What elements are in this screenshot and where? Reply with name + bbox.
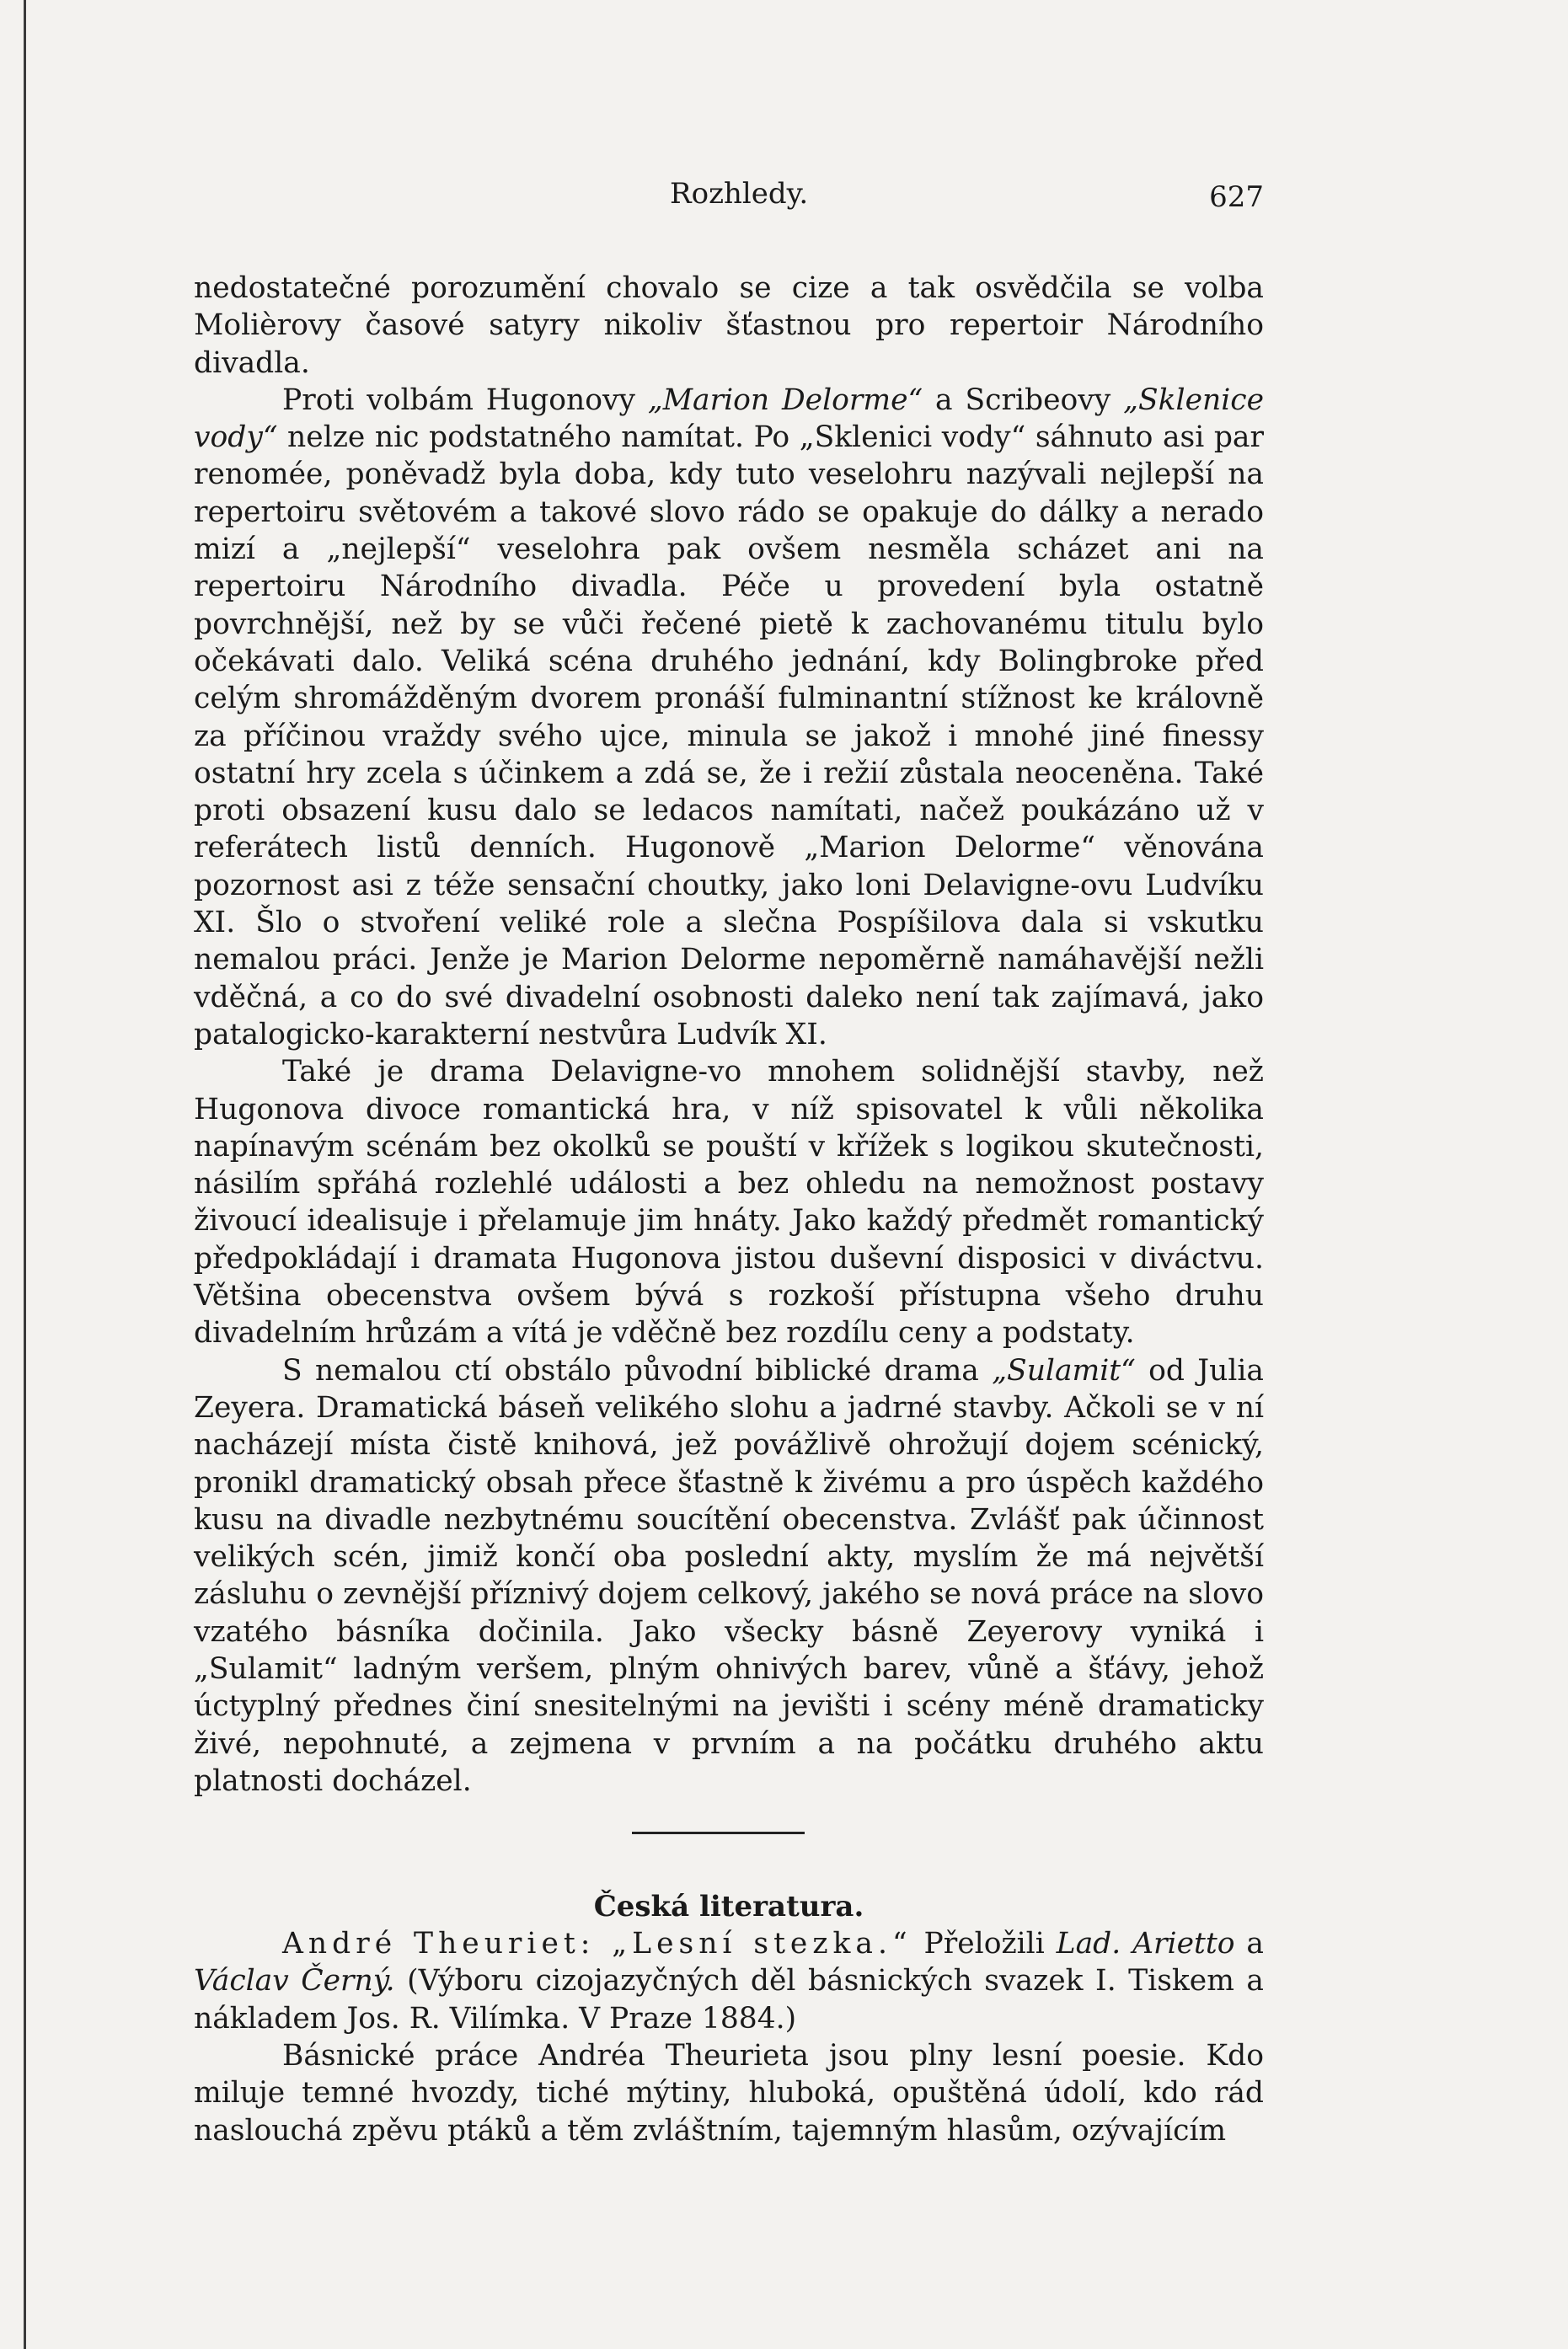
page-number: 627: [1209, 180, 1264, 214]
book-details: (Výboru cizojazyčných děl básnických svazek I. Tiskem a nákladem Jos. R. Vilímka. V Praze 1884.): [194, 1964, 1264, 2036]
translator-1: Lad. Arietto: [1056, 1927, 1235, 1961]
book-translated-label: Přeložili: [912, 1927, 1057, 1961]
running-head-title: Rozhledy.: [670, 177, 809, 211]
paragraph-4: [194, 1352, 1264, 1801]
book-author: André Theuriet:: [282, 1927, 596, 1961]
title-marion-delorme: „Marion Delorme“: [647, 383, 923, 417]
book-title: „Lesní stezka.“: [595, 1927, 912, 1961]
title-sklenice-vody: „Sklenice vody“: [194, 383, 1264, 455]
paragraph-2: [194, 382, 1264, 1053]
page: [194, 177, 1264, 2149]
article-body: [194, 270, 1264, 2149]
title-sulamit: „Sulamit“: [992, 1353, 1136, 1388]
translator-2: Václav Černý.: [194, 1964, 395, 1999]
paragraph-1: nedostatečné porozumění chovalo se cize a tak osvědčila se volba Molièrovy časové satyry nikoliv šťastnou pro repertoir Národního divadla.: [194, 271, 1264, 380]
paragraph-2-rest: nelze nic podstatného namítat. Po „Sklenici vody“ sáhnuto asi par renomée, poněvadž byla doba, kdy tuto veselohru nazývali nejlepší na repertoiru světovém a takové slovo rádo se opakuje do dálky a nerado mizí a „nejlepší“ veselohra pak ovšem nesměla scházet ani na repertoiru Národního divadla. Péče u provedení byla ostatně povrchnější, než by se vůči řečené pietě k zachovanému titulu bylo očekávati dalo. Veliká scéna druhého jednání, kdy Bolingbroke před celým shromážděným dvorem pronáší fulminantní stížnost ke královně za příčinou vraždy svého ujce, minula se jakož i mnohé jiné finessy ostatní hry zcela s účinkem a zdá se, že i režií zůstala neoceněna. Také proti obsazení kusu dalo se ledacos namítati, načež poukázáno už v referátech listů denních. Hugonově „Marion Delorme“ věnována pozornost asi z téže sensační choutky, jako loni Delavigne-ovu Ludvíku XI. Šlo o stvoření veliké role a slečna Pospíšilova dala si vskutku nemalou práci. Jenže je Marion Delorme nepoměrně namáhavější nežli vděčná, a co do své divadelní osobnosti daleko není tak zajímavá, jako patalogicko-karakterní nestvůra Ludvík XI.: [194, 420, 1264, 1051]
book-and: a: [1234, 1927, 1264, 1961]
book-entry: [194, 1925, 1264, 2037]
paragraph-2-start: Proti volbám Hugonovy: [282, 383, 648, 417]
paragraph-review: Básnické práce Andréa Theurieta jsou plny lesní poesie. Kdo miluje temné hvozdy, tiché mýtiny, hluboká, opuštěná údolí, kdo rád naslouchá zpěvu ptáků a těm zvláštním, tajemným hlasům, ozývajícím: [194, 2039, 1264, 2148]
scan-edge: [24, 0, 26, 2349]
paragraph-3: Také je drama Delavigne-vo mnohem solidnější stavby, než Hugonova divoce romantická hra, v níž spisovatel k vůli několika napínavým scénám bez okolků se pouští v křížek s logikou skutečnosti, násilím spřáhá rozlehlé události a bez ohledu na nemožnost postavy živoucí idealisuje i přelamuje jim hnáty. Jako každý předmět romantický předpokládají i dramata Hugonova jistou duševní disposici v diváctvu. Většina obecenstva ovšem bývá s rozkoší přístupna všeho druhu divadelním hrůzám a vítá je vděčně bez rozdílu ceny a podstaty.: [194, 1055, 1264, 1351]
paragraph-4-rest: od Julia Zeyera. Dramatická báseň velikého slohu a jadrné stavby. Ačkoli se v ní nacházejí místa čistě knihová, jež povážlivě ohrožují dojem scénický, pronikl dramatický obsah přece šťastně k živému a pro úspěch každého kusu na divadle nezbytnému soucítění obecenstva. Zvlášť pak účinnost velikých scén, jimiž končí oba poslední akty, myslím že má největší zásluhu o zevnější příznivý dojem celkový, jakého se nová práce na slovo vzatého básníka dočinila. Jako všecky básně Zeyerovy vyniká i „Sulamit“ ladným veršem, plným ohnivých barev, vůně a šťávy, jehož úctyplný přednes činí snesitelnými na jevišti i scény méně dramaticky živé, nepohnuté, a zejmena v prvním a na počátku druhého aktu platnosti docházel.: [194, 1353, 1264, 1798]
paragraph-4-start: S nemalou ctí obstálo původní biblické drama: [282, 1353, 993, 1388]
paragraph-2-mid: a Scribeovy: [923, 383, 1124, 417]
running-head: [194, 177, 1264, 227]
section-heading: Česká literatura.: [593, 1890, 864, 1924]
section-divider: [632, 1832, 805, 1834]
